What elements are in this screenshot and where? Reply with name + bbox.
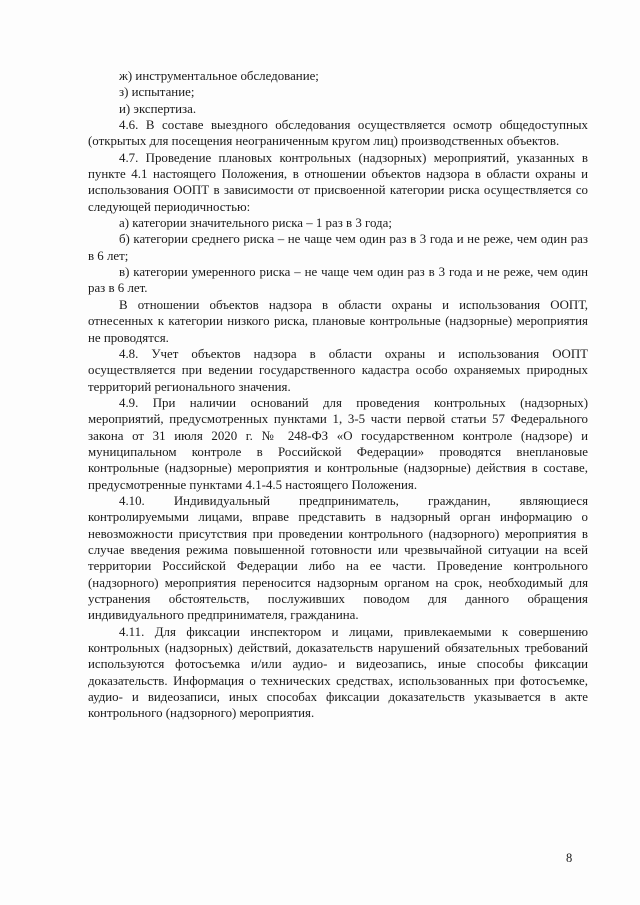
- list-item-a: а) категории значительного риска – 1 раз в 3 года;: [119, 216, 392, 231]
- list-item-i: и) экспертиза.: [119, 101, 197, 116]
- list-item-z: з) испытание;: [119, 85, 195, 100]
- paragraph-4-11: 4.11. Для фиксации инспектором и лицами, привлекаемыми к совершению контрольных (надзорных) действий, доказательств нарушений обязательных требований используются фотосъемка и/или аудио- и видеозапись, иные способы фиксации доказательств. Информация о технических средствах, использованных при фотосъемке, аудио- и видеозаписи, иных способах фиксации доказательств указывается в акте контрольного (надзорного) мероприятия.: [88, 624, 588, 721]
- paragraph-4-7: 4.7. Проведение плановых контрольных (надзорных) мероприятий, указанных в пункте 4.1 настоящего Положения, в отношении объектов надзора в области охраны и использования ООПТ в зависимости от присвоенной категории риска осуществляется со следующей периодичностью:: [88, 150, 588, 214]
- paragraph-4-8: 4.8. Учет объектов надзора в области охраны и использования ООПТ осуществляется при ведении государственного кадастра особо охраняемых природных территорий регионального значения.: [88, 346, 588, 394]
- paragraph-4-6: 4.6. В составе выездного обследования осуществляется осмотр общедоступных (открытых для посещения неограниченным кругом лиц) производственных объектов.: [88, 118, 588, 149]
- list-item-zh: ж) инструментальное обследование;: [119, 69, 319, 83]
- list-item-v: в) категории умеренного риска – не чаще чем один раз в 3 года и не реже, чем один раз в 6 лет.: [88, 265, 588, 296]
- list-item-b: б) категории среднего риска – не чаще чем один раз в 3 года и не реже, чем один раз в 6 лет;: [88, 232, 588, 263]
- paragraph-4-9: 4.9. При наличии оснований для проведения контрольных (надзорных) мероприятий, предусмотренных пунктами 1, 3-5 части первой статьи 57 Федерального закона от 31 июля 2020 г. № 248-ФЗ «О государственном контроле (надзоре) и муниципальном контроле в Российской Федерации» проводятся внеплановые контрольные (надзорные) мероприятия и контрольные (надзорные) действия в составе, предусмотренные пунктами 4.1-4.5 настоящего Положения.: [88, 395, 588, 492]
- document-body: [88, 68, 588, 722]
- page-number: 8: [566, 851, 573, 865]
- paragraph-low-risk: В отношении объектов надзора в области охраны и использования ООПТ, отнесенных к категории низкого риска, плановые контрольные (надзорные) мероприятия не проводятся.: [88, 297, 588, 345]
- paragraph-4-10: 4.10. Индивидуальный предприниматель, гражданин, являющиеся контролируемыми лицами, вправе представить в надзорный орган информацию о невозможности присутствия при проведении контрольного (надзорного) мероприятия в случае введения режима повышенной готовности или чрезвычайной ситуации на всей территории Российской Федерации либо на ее части. Проведение контрольного (надзорного) мероприятия переносится надзорным органом на срок, необходимый для устранения обстоятельств, послуживших поводом для данного обращения индивидуального предпринимателя, гражданина.: [88, 493, 588, 623]
